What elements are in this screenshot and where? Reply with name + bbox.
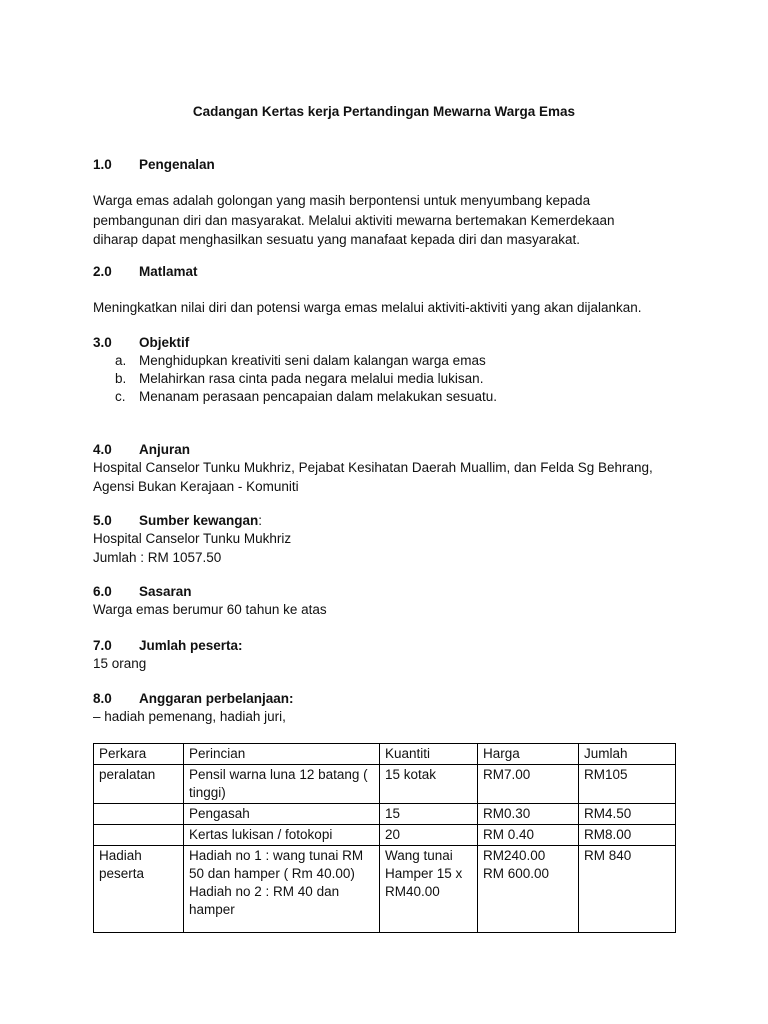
section-title: Anjuran (139, 442, 191, 457)
section-number: 1.0 (93, 157, 112, 172)
table-cell: Pensil warna luna 12 batang ( tinggi) (184, 765, 380, 804)
table-row (94, 846, 676, 933)
table-row (94, 765, 676, 804)
table-header-cell: Harga (478, 744, 579, 765)
list-item (115, 388, 497, 406)
table-header-cell: Jumlah (579, 744, 676, 765)
list-item (115, 370, 497, 388)
section-heading-anggaran-perbelanjaan (93, 690, 294, 708)
section-heading-jumlah-peserta (93, 637, 243, 655)
table-cell: peralatan (94, 765, 184, 804)
table-row (94, 825, 676, 846)
table-cell: RM 0.40 (478, 825, 579, 846)
table-cell: RM8.00 (579, 825, 676, 846)
paragraph-line: – hadiah pemenang, hadiah juri, (93, 709, 286, 724)
paragraph-line: Hospital Canselor Tunku Mukhriz (93, 531, 292, 546)
section-number: 5.0 (93, 513, 112, 528)
paragraph-line: 15 orang (93, 656, 147, 671)
section-heading-sumber-kewangan (93, 512, 262, 530)
table-cell: RM4.50 (579, 804, 676, 825)
table-cell (94, 825, 184, 846)
objective-list (115, 352, 497, 407)
list-item-text: Menghidupkan kreativiti seni dalam kalangan warga emas (139, 353, 486, 368)
document-title: Cadangan Kertas kerja Pertandingan Mewarna Warga Emas (192, 104, 576, 119)
list-item (115, 352, 497, 370)
section-body-anjuran (93, 458, 693, 496)
table-cell: 15 kotak (380, 765, 478, 804)
section-body-matlamat (93, 298, 693, 318)
section-number: 8.0 (93, 691, 112, 706)
table-header-cell: Perkara (94, 744, 184, 765)
paragraph-line: Jumlah : RM 1057.50 (93, 550, 222, 565)
paragraph-line: diharap dapat menghasilkan sesuatu yang manafaat kepada diri dan masyarakat. (93, 232, 581, 247)
section-title: Matlamat (139, 264, 198, 279)
table-row (94, 804, 676, 825)
paragraph-line: Hospital Canselor Tunku Mukhriz, Pejabat Kesihatan Daerah Muallim, dan Felda Sg Behrang, (93, 460, 653, 475)
section-title: Anggaran perbelanjaan: (139, 691, 294, 706)
section-title-colon: : (258, 513, 263, 528)
section-title: Jumlah peserta: (139, 638, 243, 653)
paragraph-line: Warga emas adalah golongan yang masih berpontensi untuk menyumbang kepada (93, 193, 591, 208)
section-heading-sasaran (93, 583, 192, 601)
table-header-cell: Perincian (184, 744, 380, 765)
table-cell: RM 840 (579, 846, 676, 933)
table-cell: Wang tunai Hamper 15 x RM40.00 (380, 846, 478, 933)
table-cell: Kertas lukisan / fotokopi (184, 825, 380, 846)
paragraph-line: Warga emas berumur 60 tahun ke atas (93, 602, 327, 617)
section-number: 2.0 (93, 264, 112, 279)
list-item-text: Melahirkan rasa cinta pada negara melalui media lukisan. (139, 371, 484, 387)
section-body-pengenalan (93, 191, 693, 250)
paragraph-line: Meningkatkan nilai diri dan potensi warga emas melalui aktiviti-aktiviti yang akan dijalankan. (93, 300, 642, 315)
table-cell (94, 804, 184, 825)
section-body-sumber-kewangan (93, 529, 693, 567)
section-heading-matlamat (93, 263, 198, 281)
section-body-sasaran (93, 600, 693, 620)
list-marker: b. (115, 371, 127, 387)
table-header-row (94, 744, 676, 765)
table-cell: RM105 (579, 765, 676, 804)
section-title: Sasaran (139, 584, 192, 599)
section-body-anggaran-perbelanjaan (93, 707, 693, 727)
list-marker: c. (115, 389, 126, 405)
table-cell: Hadiah peserta (94, 846, 184, 933)
table-cell: RM240.00 RM 600.00 (478, 846, 579, 933)
section-body-jumlah-peserta (93, 654, 693, 674)
section-heading-anjuran (93, 441, 190, 459)
table-cell: Hadiah no 1 : wang tunai RM 50 dan hamper ( Rm 40.00) Hadiah no 2 : RM 40 dan hamper (184, 846, 380, 933)
table-header-cell: Kuantiti (380, 744, 478, 765)
section-number: 4.0 (93, 442, 112, 457)
budget-table (93, 743, 676, 933)
section-number: 6.0 (93, 584, 112, 599)
paragraph-line: Agensi Bukan Kerajaan - Komuniti (93, 479, 299, 494)
section-heading-pengenalan (93, 156, 215, 174)
list-marker: a. (115, 353, 127, 368)
section-heading-objektif (93, 334, 189, 352)
section-title: Sumber kewangan (139, 513, 259, 528)
paragraph-line: pembangunan diri dan masyarakat. Melalui aktiviti mewarna bertemakan Kemerdekaan (93, 212, 615, 228)
table-cell: 20 (380, 825, 478, 846)
table-cell: RM7.00 (478, 765, 579, 804)
section-title: Pengenalan (139, 157, 215, 172)
table-cell: Pengasah (184, 804, 380, 825)
table-cell: 15 (380, 804, 478, 825)
list-item-text: Menanam perasaan pencapaian dalam melakukan sesuatu. (139, 389, 497, 405)
section-number: 3.0 (93, 335, 112, 350)
section-title: Objektif (139, 335, 190, 350)
table-cell: RM0.30 (478, 804, 579, 825)
section-number: 7.0 (93, 638, 112, 653)
